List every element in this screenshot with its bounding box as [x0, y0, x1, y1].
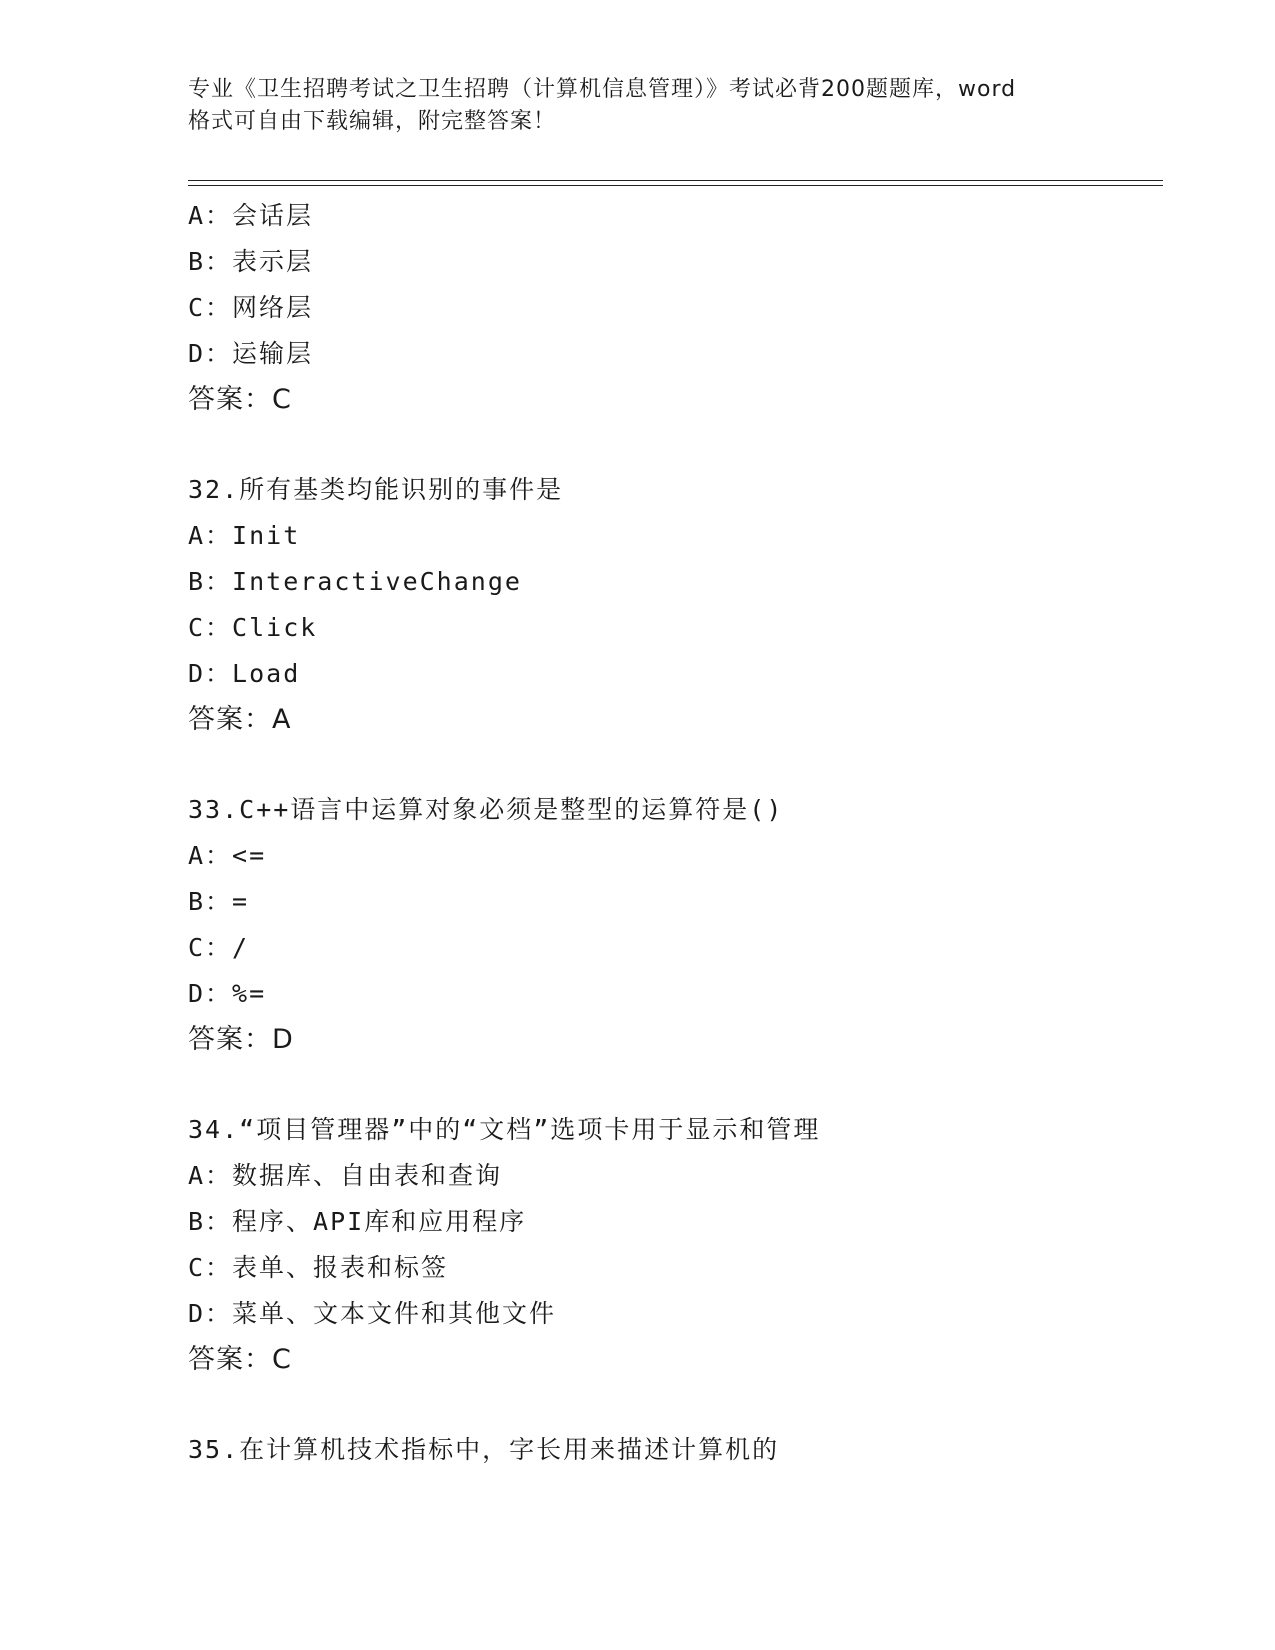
option-a: A：<= — [188, 841, 267, 870]
option-a: A：会话层 — [188, 201, 314, 230]
answer-line: 答案：D — [188, 1024, 294, 1055]
question-text: 32.所有基类均能识别的事件是 — [188, 475, 564, 504]
option-b: B：表示层 — [188, 247, 314, 276]
option-c: C：Click — [188, 613, 318, 642]
header-line-1: 专业《卫生招聘考试之卫生招聘（计算机信息管理）》考试必背200题题库，word — [188, 77, 1017, 102]
answer-line: 答案：A — [188, 704, 292, 735]
option-c: C：/ — [188, 933, 250, 962]
header-line-2: 格式可自由下载编辑，附完整答案！ — [188, 109, 557, 134]
question-block — [188, 787, 1148, 1063]
question-block — [188, 467, 1148, 743]
header-divider-top — [188, 180, 1163, 181]
option-b: B：= — [188, 887, 250, 916]
option-d: D：%= — [188, 979, 267, 1008]
question-block — [188, 1427, 1148, 1473]
question-list — [188, 193, 1148, 1473]
option-a: A：Init — [188, 521, 301, 550]
option-d: D：菜单、文本文件和其他文件 — [188, 1299, 557, 1328]
option-b: B：程序、API库和应用程序 — [188, 1207, 527, 1236]
option-d: D：运输层 — [188, 339, 314, 368]
option-c: C：表单、报表和标签 — [188, 1253, 449, 1282]
question-text: 34.“项目管理器”中的“文档”选项卡用于显示和管理 — [188, 1115, 821, 1144]
answer-line: 答案：C — [188, 384, 292, 415]
option-b: B：InteractiveChange — [188, 567, 522, 596]
option-a: A：数据库、自由表和查询 — [188, 1161, 503, 1190]
option-d: D：Load — [188, 659, 301, 688]
question-block — [188, 193, 1148, 423]
question-block — [188, 1107, 1148, 1383]
question-text: 35.在计算机技术指标中，字长用来描述计算机的 — [188, 1435, 780, 1464]
question-text: 33.C++语言中运算对象必须是整型的运算符是() — [188, 795, 784, 824]
option-c: C：网络层 — [188, 293, 314, 322]
answer-line: 答案：C — [188, 1344, 292, 1375]
header-divider-bottom — [188, 185, 1163, 186]
document-header — [188, 74, 1088, 138]
